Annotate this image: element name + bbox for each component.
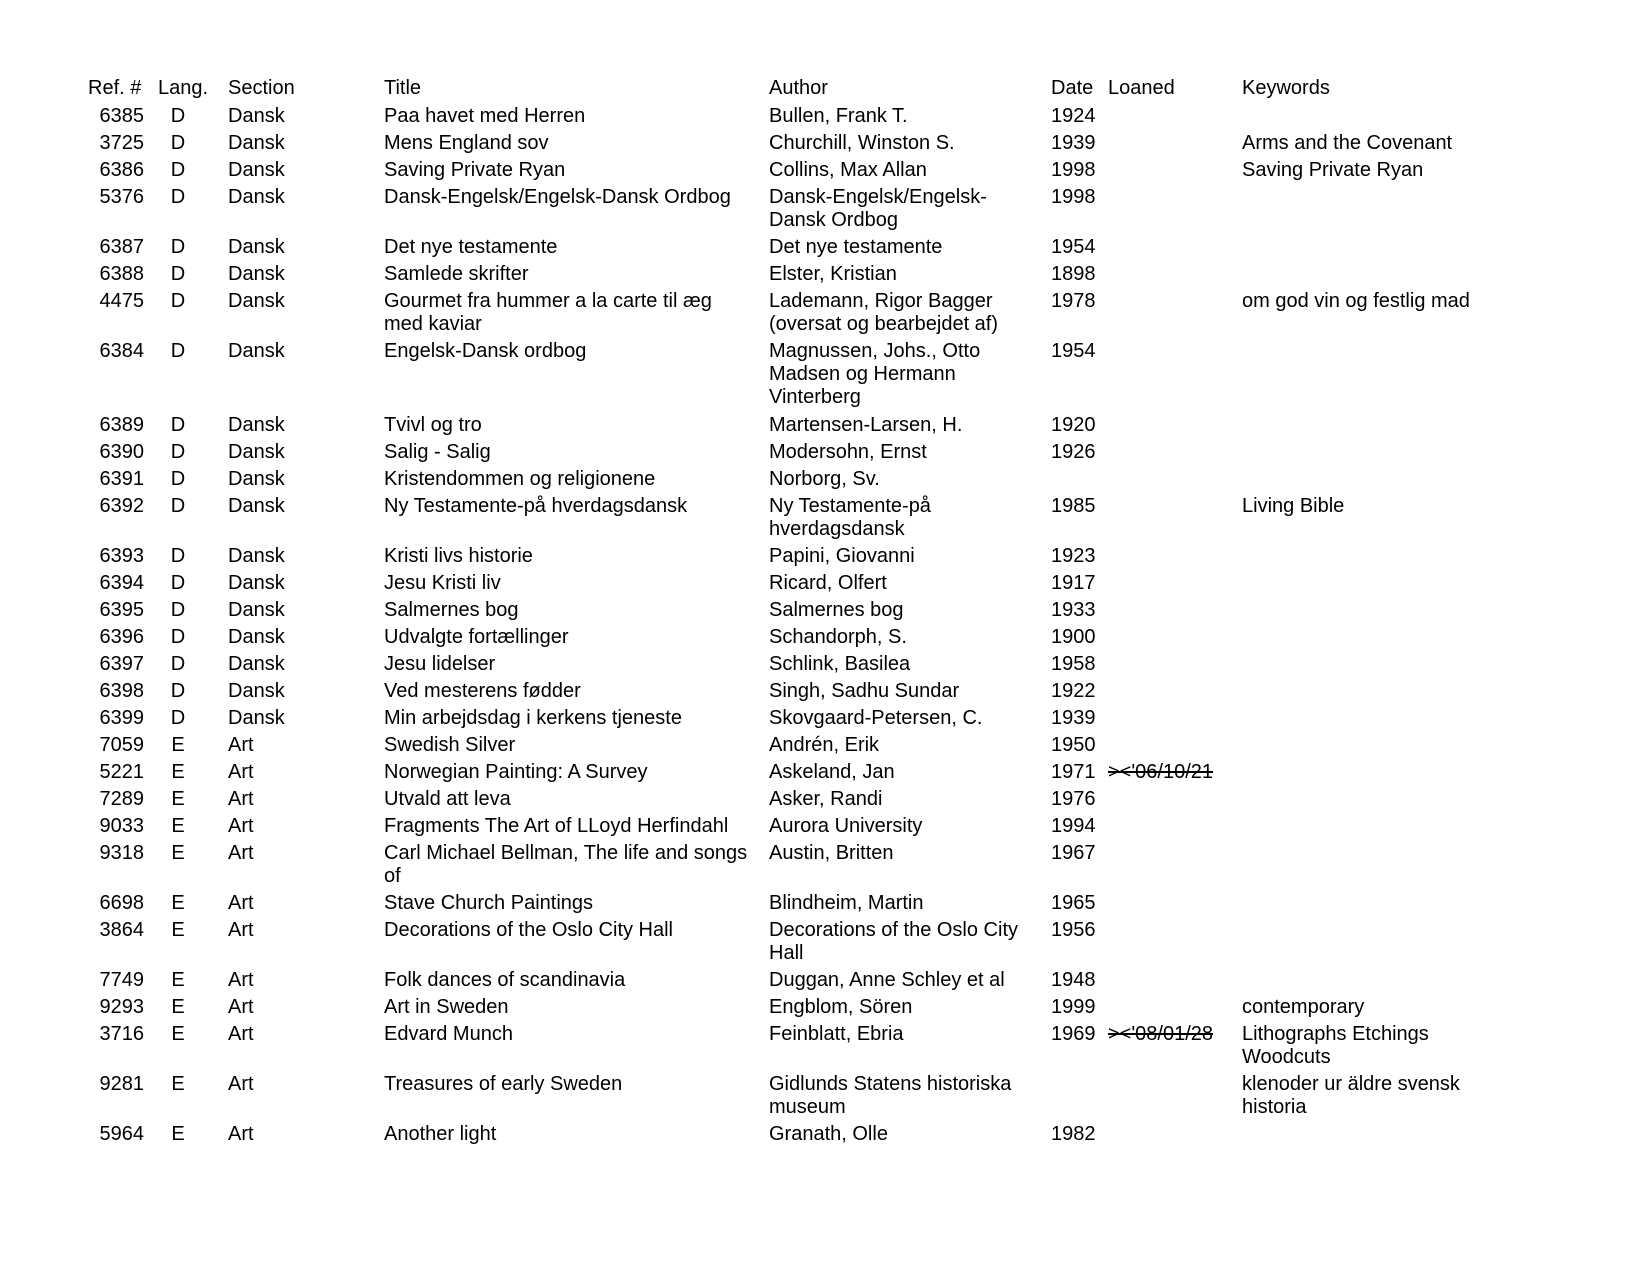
ref-cell: 6390 <box>99 441 144 463</box>
author-cell: Magnussen, Johs., Otto Madsen og Hermann Vinterberg <box>769 340 981 408</box>
ref-cell: 6398 <box>99 680 144 702</box>
section-cell: Dansk <box>228 626 285 648</box>
author-cell: Andrén, Erik <box>769 734 880 756</box>
author-cell: Asker, Randi <box>769 788 883 810</box>
section-cell: Art <box>228 815 254 837</box>
title-cell: Fragments The Art of LLoyd Herfindahl <box>384 815 729 837</box>
table-row <box>88 842 1588 892</box>
section-cell: Dansk <box>228 653 285 675</box>
table-row <box>88 572 1588 599</box>
author-cell: Granath, Olle <box>769 1123 888 1145</box>
lang-cell: D <box>170 414 186 436</box>
title-cell: Jesu lidelser <box>384 653 496 675</box>
table-row <box>88 734 1588 761</box>
table-row <box>88 653 1588 680</box>
author-cell: Ricard, Olfert <box>769 572 887 594</box>
date-cell: 1958 <box>1051 653 1096 675</box>
keywords-cell: Living Bible <box>1242 495 1345 517</box>
lang-cell: D <box>170 545 186 567</box>
lang-cell: D <box>170 105 186 127</box>
table-row <box>88 919 1588 969</box>
lang-cell: D <box>170 159 186 181</box>
ref-cell: 5221 <box>99 761 144 783</box>
section-cell: Dansk <box>228 680 285 702</box>
title-cell: Art in Sweden <box>384 996 509 1018</box>
table-row <box>88 815 1588 842</box>
date-cell: 1950 <box>1051 734 1096 756</box>
ref-cell: 9033 <box>99 815 144 837</box>
date-cell: 1924 <box>1051 105 1096 127</box>
date-cell: 1920 <box>1051 414 1096 436</box>
ref-cell: 6397 <box>99 653 144 675</box>
ref-cell: 4475 <box>99 290 144 312</box>
ref-cell: 6388 <box>99 263 144 285</box>
keywords-cell: contemporary <box>1242 996 1365 1018</box>
author-cell: Churchill, Winston S. <box>769 132 955 154</box>
ref-cell: 6399 <box>99 707 144 729</box>
lang-cell: E <box>171 1123 185 1145</box>
title-cell: Paa havet med Herren <box>384 105 586 127</box>
date-cell: 1998 <box>1051 186 1096 208</box>
author-cell: Blindheim, Martin <box>769 892 924 914</box>
section-cell: Dansk <box>228 441 285 463</box>
author-cell: Askeland, Jan <box>769 761 895 783</box>
section-cell: Art <box>228 1023 254 1045</box>
section-cell: Dansk <box>228 105 285 127</box>
date-cell: 1965 <box>1051 892 1096 914</box>
section-cell: Dansk <box>228 599 285 621</box>
ref-cell: 3725 <box>99 132 144 154</box>
section-cell: Art <box>228 996 254 1018</box>
ref-cell: 3716 <box>99 1023 144 1045</box>
date-cell: 1917 <box>1051 572 1096 594</box>
lang-cell: D <box>170 495 186 517</box>
section-cell: Art <box>228 892 254 914</box>
lang-cell: E <box>171 919 185 941</box>
section-cell: Art <box>228 969 254 991</box>
date-cell: 1969 <box>1051 1023 1096 1045</box>
author-cell: Singh, Sadhu Sundar <box>769 680 960 702</box>
title-cell: Engelsk-Dansk ordbog <box>384 340 587 362</box>
lang-cell: D <box>170 263 186 285</box>
title-cell: Mens England sov <box>384 132 549 154</box>
date-cell: 1999 <box>1051 996 1096 1018</box>
header-keywords: Keywords <box>1242 77 1330 99</box>
lang-cell: E <box>171 969 185 991</box>
table-row <box>88 290 1588 340</box>
lang-cell: D <box>170 340 186 362</box>
lang-cell: D <box>170 468 186 490</box>
section-cell: Dansk <box>228 236 285 258</box>
author-cell: Papini, Giovanni <box>769 545 915 567</box>
loaned-cell: ><'08/01/28 <box>1108 1023 1214 1045</box>
date-cell: 1898 <box>1051 263 1096 285</box>
title-cell: Jesu Kristi liv <box>384 572 501 594</box>
lang-cell: E <box>171 996 185 1018</box>
table-row <box>88 788 1588 815</box>
ref-cell: 6391 <box>99 468 144 490</box>
section-cell: Dansk <box>228 263 285 285</box>
table-row <box>88 996 1588 1023</box>
date-cell: 1971 <box>1051 761 1096 783</box>
title-cell: Norwegian Painting: A Survey <box>384 761 648 783</box>
title-cell: Swedish Silver <box>384 734 516 756</box>
ref-cell: 6395 <box>99 599 144 621</box>
table-row <box>88 599 1588 626</box>
title-cell: Udvalgte fortællinger <box>384 626 569 648</box>
ref-cell: 5376 <box>99 186 144 208</box>
table-row <box>88 969 1588 996</box>
author-cell: Ny Testamente-på hverdagsdansk <box>769 495 931 540</box>
date-cell: 1948 <box>1051 969 1096 991</box>
date-cell: 1954 <box>1051 236 1096 258</box>
keywords-cell: Lithographs Etchings Woodcuts <box>1242 1023 1429 1068</box>
section-cell: Art <box>228 1123 254 1145</box>
lang-cell: E <box>171 788 185 810</box>
ref-cell: 7289 <box>99 788 144 810</box>
keywords-cell: om god vin og festlig mad <box>1242 290 1470 312</box>
section-cell: Art <box>228 919 254 941</box>
ref-cell: 6387 <box>99 236 144 258</box>
table-row <box>88 159 1588 186</box>
title-cell: Utvald att leva <box>384 788 511 810</box>
date-cell: 1923 <box>1051 545 1096 567</box>
ref-cell: 9281 <box>99 1073 144 1095</box>
author-cell: Gidlunds Statens historiska museum <box>769 1073 1012 1118</box>
section-cell: Dansk <box>228 495 285 517</box>
author-cell: Skovgaard-Petersen, C. <box>769 707 983 729</box>
section-cell: Dansk <box>228 340 285 362</box>
title-cell: Ved mesterens fødder <box>384 680 581 702</box>
lang-cell: E <box>171 842 185 864</box>
ref-cell: 9318 <box>99 842 144 864</box>
author-cell: Salmernes bog <box>769 599 904 621</box>
title-cell: Gourmet fra hummer a la carte til æg med kaviar <box>384 290 712 335</box>
table-row <box>88 468 1588 495</box>
date-cell: 1939 <box>1051 132 1096 154</box>
title-cell: Tvivl og tro <box>384 414 482 436</box>
section-cell: Art <box>228 788 254 810</box>
lang-cell: D <box>170 186 186 208</box>
title-cell: Dansk-Engelsk/Engelsk-Dansk Ordbog <box>384 186 731 208</box>
author-cell: Aurora University <box>769 815 923 837</box>
ref-cell: 6393 <box>99 545 144 567</box>
section-cell: Art <box>228 761 254 783</box>
title-cell: Salmernes bog <box>384 599 519 621</box>
lang-cell: D <box>170 572 186 594</box>
date-cell: 1954 <box>1051 340 1096 362</box>
table-row <box>88 263 1588 290</box>
lang-cell: E <box>171 1023 185 1045</box>
ref-cell: 3864 <box>99 919 144 941</box>
table-row <box>88 761 1588 788</box>
author-cell: Austin, Britten <box>769 842 894 864</box>
section-cell: Art <box>228 734 254 756</box>
title-cell: Ny Testamente-på hverdagsdansk <box>384 495 688 517</box>
title-cell: Samlede skrifter <box>384 263 529 285</box>
date-cell: 1998 <box>1051 159 1096 181</box>
section-cell: Dansk <box>228 545 285 567</box>
date-cell: 1922 <box>1051 680 1096 702</box>
section-cell: Dansk <box>228 290 285 312</box>
table-row <box>88 707 1588 734</box>
header-loaned: Loaned <box>1108 77 1175 99</box>
section-cell: Art <box>228 842 254 864</box>
lang-cell: E <box>171 761 185 783</box>
lang-cell: E <box>171 734 185 756</box>
lang-cell: D <box>170 626 186 648</box>
table-row <box>88 495 1588 545</box>
lang-cell: D <box>170 290 186 312</box>
author-cell: Feinblatt, Ebria <box>769 1023 904 1045</box>
section-cell: Dansk <box>228 132 285 154</box>
lang-cell: D <box>170 236 186 258</box>
table-row <box>88 680 1588 707</box>
ref-cell: 6394 <box>99 572 144 594</box>
title-cell: Det nye testamente <box>384 236 558 258</box>
table-row <box>88 626 1588 653</box>
author-cell: Duggan, Anne Schley et al <box>769 969 1005 991</box>
table-body <box>88 105 1588 1150</box>
table-row <box>88 1023 1588 1073</box>
ref-cell: 6385 <box>99 105 144 127</box>
author-cell: Det nye testamente <box>769 236 943 258</box>
ref-cell: 9293 <box>99 996 144 1018</box>
header-section: Section <box>228 77 295 99</box>
section-cell: Dansk <box>228 186 285 208</box>
title-cell: Min arbejdsdag i kerkens tjeneste <box>384 707 682 729</box>
lang-cell: D <box>170 441 186 463</box>
table-row <box>88 105 1588 132</box>
title-cell: Kristi livs historie <box>384 545 533 567</box>
date-cell: 1976 <box>1051 788 1096 810</box>
date-cell: 1982 <box>1051 1123 1096 1145</box>
date-cell: 1933 <box>1051 599 1096 621</box>
table-row <box>88 1073 1588 1123</box>
catalog-table <box>88 77 1588 1150</box>
table-row <box>88 186 1588 236</box>
date-cell: 1978 <box>1051 290 1096 312</box>
title-cell: Treasures of early Sweden <box>384 1073 623 1095</box>
header-ref: Ref. # <box>88 77 142 99</box>
ref-cell: 6386 <box>99 159 144 181</box>
author-cell: Schandorph, S. <box>769 626 907 648</box>
section-cell: Dansk <box>228 414 285 436</box>
table-row <box>88 1123 1588 1150</box>
author-cell: Engblom, Sören <box>769 996 913 1018</box>
lang-cell: D <box>170 132 186 154</box>
lang-cell: D <box>170 653 186 675</box>
title-cell: Another light <box>384 1123 497 1145</box>
keywords-cell: klenoder ur äldre svensk historia <box>1242 1073 1460 1118</box>
keywords-cell: Saving Private Ryan <box>1242 159 1424 181</box>
author-cell: Collins, Max Allan <box>769 159 927 181</box>
lang-cell: E <box>171 892 185 914</box>
table-row <box>88 545 1588 572</box>
date-cell: 1900 <box>1051 626 1096 648</box>
ref-cell: 7059 <box>99 734 144 756</box>
table-row <box>88 892 1588 919</box>
title-cell: Saving Private Ryan <box>384 159 566 181</box>
section-cell: Dansk <box>228 707 285 729</box>
author-cell: Dansk-Engelsk/Engelsk-Dansk Ordbog <box>769 186 987 231</box>
author-cell: Martensen-Larsen, H. <box>769 414 963 436</box>
section-cell: Dansk <box>228 468 285 490</box>
author-cell: Decorations of the Oslo City Hall <box>769 919 1018 964</box>
title-cell: Stave Church Paintings <box>384 892 594 914</box>
author-cell: Norborg, Sv. <box>769 468 880 490</box>
header-date: Date <box>1051 77 1094 99</box>
keywords-cell: Arms and the Covenant <box>1242 132 1453 154</box>
header-lang: Lang. <box>158 77 209 99</box>
ref-cell: 6384 <box>99 340 144 362</box>
ref-cell: 6396 <box>99 626 144 648</box>
table-row <box>88 340 1588 414</box>
lang-cell: E <box>171 1073 185 1095</box>
title-cell: Carl Michael Bellman, The life and songs of <box>384 842 748 887</box>
table-row <box>88 441 1588 468</box>
lang-cell: D <box>170 680 186 702</box>
date-cell: 1956 <box>1051 919 1096 941</box>
ref-cell: 6392 <box>99 495 144 517</box>
author-cell: Elster, Kristian <box>769 263 897 285</box>
header-author: Author <box>769 77 828 99</box>
ref-cell: 5964 <box>99 1123 144 1145</box>
title-cell: Kristendommen og religionene <box>384 468 656 490</box>
title-cell: Salig - Salig <box>384 441 491 463</box>
lang-cell: E <box>171 815 185 837</box>
table-row <box>88 236 1588 263</box>
title-cell: Decorations of the Oslo City Hall <box>384 919 674 941</box>
header-title: Title <box>384 77 422 99</box>
ref-cell: 6389 <box>99 414 144 436</box>
ref-cell: 7749 <box>99 969 144 991</box>
date-cell: 1967 <box>1051 842 1096 864</box>
loaned-cell: ><'06/10/21 <box>1108 761 1214 783</box>
author-cell: Bullen, Frank T. <box>769 105 908 127</box>
date-cell: 1994 <box>1051 815 1096 837</box>
author-cell: Lademann, Rigor Bagger (oversat og bearbejdet af) <box>769 290 999 335</box>
table-row <box>88 132 1588 159</box>
author-cell: Schlink, Basilea <box>769 653 911 675</box>
section-cell: Dansk <box>228 159 285 181</box>
section-cell: Art <box>228 1073 254 1095</box>
table-row <box>88 414 1588 441</box>
header-row <box>88 77 1588 105</box>
ref-cell: 6698 <box>99 892 144 914</box>
title-cell: Edvard Munch <box>384 1023 513 1045</box>
lang-cell: D <box>170 599 186 621</box>
section-cell: Dansk <box>228 572 285 594</box>
date-cell: 1939 <box>1051 707 1096 729</box>
lang-cell: D <box>170 707 186 729</box>
author-cell: Modersohn, Ernst <box>769 441 927 463</box>
date-cell: 1926 <box>1051 441 1096 463</box>
date-cell: 1985 <box>1051 495 1096 517</box>
title-cell: Folk dances of scandinavia <box>384 969 626 991</box>
